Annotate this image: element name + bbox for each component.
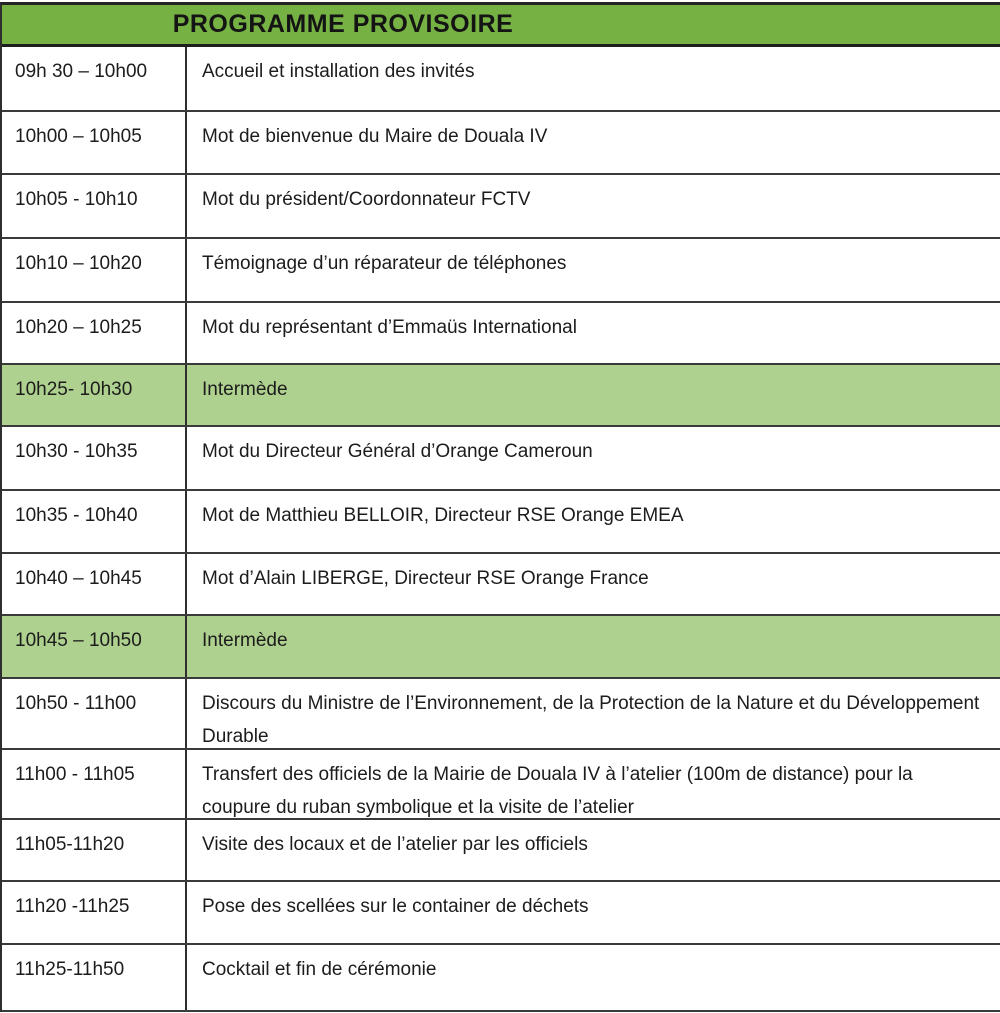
table-row (2, 554, 1000, 616)
time-cell: 11h25-11h50 (2, 945, 187, 1010)
time-cell: 11h05-11h20 (2, 820, 187, 880)
time-cell: 11h20 -11h25 (2, 882, 187, 943)
time-cell: 09h 30 – 10h00 (2, 47, 187, 110)
description-cell: Mot de bienvenue du Maire de Douala IV (202, 126, 548, 147)
time-cell: 10h45 – 10h50 (2, 616, 187, 677)
description-cell: Pose des scellées sur le container de déchets (202, 896, 589, 917)
time-cell: 10h10 – 10h20 (2, 239, 187, 301)
description-cell: Accueil et installation des invités (202, 61, 475, 82)
time-cell: 10h00 – 10h05 (2, 112, 187, 173)
table-row (2, 679, 1000, 750)
description-cell: Témoignage d’un réparateur de téléphones (202, 253, 567, 274)
table-row (2, 945, 1000, 1012)
time-cell: 10h50 - 11h00 (2, 679, 187, 748)
description-cell: Mot de Matthieu BELLOIR, Directeur RSE Orange EMEA (202, 505, 684, 526)
table-row (2, 491, 1000, 554)
time-cell: 10h20 – 10h25 (2, 303, 187, 363)
time-cell: 10h30 - 10h35 (2, 427, 187, 489)
table-row (2, 303, 1000, 365)
table-row (2, 820, 1000, 882)
description-cell: Transfert des officiels de la Mairie de Douala IV à l’atelier (100m de distance) pour la coupure du ruban symbolique et la visite de l’atelier (202, 764, 913, 818)
description-cell: Discours du Ministre de l’Environnement, de la Protection de la Nature et du Développement Durable (202, 693, 980, 747)
time-cell: 10h25- 10h30 (2, 365, 187, 425)
description-cell: Visite des locaux et de l’atelier par les officiels (202, 834, 588, 855)
program-table (0, 2, 1000, 1012)
table-row (2, 239, 1000, 303)
description-cell: Mot du représentant d’Emmaüs International (202, 317, 577, 338)
table-header (2, 5, 1000, 47)
description-cell: Mot du président/Coordonnateur FCTV (202, 189, 531, 210)
table-row (2, 47, 1000, 112)
table-row (2, 112, 1000, 175)
description-cell: Mot d’Alain LIBERGE, Directeur RSE Orange France (202, 568, 649, 589)
table-row (2, 616, 1000, 679)
time-cell: 10h05 - 10h10 (2, 175, 187, 237)
page-title: PROGRAMME PROVISOIRE (172, 10, 514, 38)
table-row (2, 427, 1000, 491)
description-cell: Intermède (202, 630, 288, 651)
description-cell: Intermède (202, 379, 288, 400)
table-row (2, 365, 1000, 427)
table-row (2, 175, 1000, 239)
time-cell: 10h35 - 10h40 (2, 491, 187, 552)
description-cell: Cocktail et fin de cérémonie (202, 959, 437, 980)
time-cell: 11h00 - 11h05 (2, 750, 187, 818)
table-row (2, 750, 1000, 820)
time-cell: 10h40 – 10h45 (2, 554, 187, 614)
table-row (2, 882, 1000, 945)
description-cell: Mot du Directeur Général d’Orange Cameroun (202, 441, 593, 462)
